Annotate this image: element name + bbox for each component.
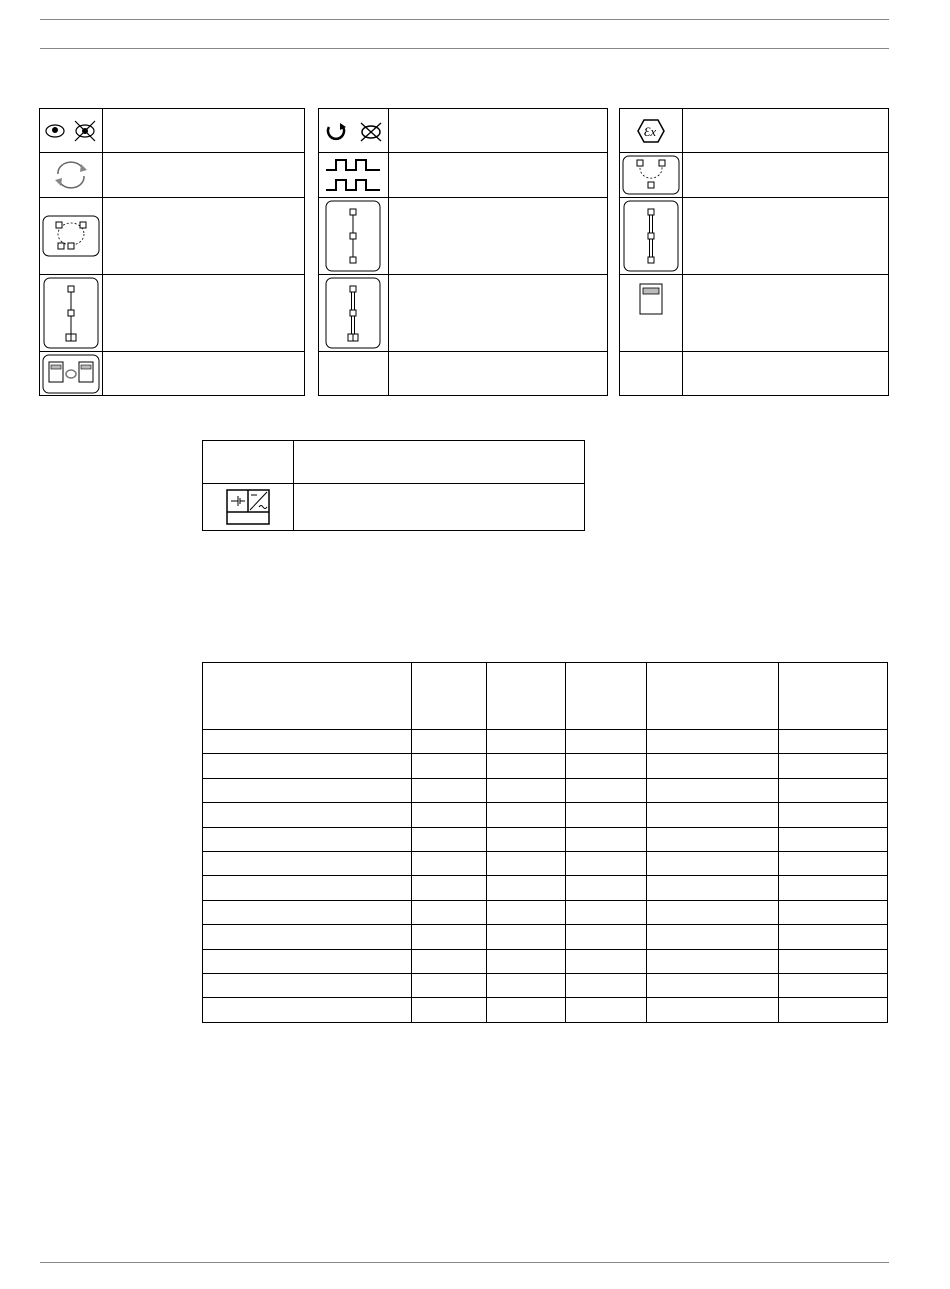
icon-label xyxy=(102,352,304,396)
table-cell xyxy=(203,754,412,778)
column-gap xyxy=(608,153,620,198)
table-row xyxy=(203,973,888,997)
table-cell xyxy=(566,925,647,949)
table-cell xyxy=(486,754,566,778)
line-network-end-terminal-icon xyxy=(40,275,103,352)
table-cell xyxy=(203,973,412,997)
table-cell xyxy=(203,998,412,1022)
icon-label xyxy=(102,275,304,352)
column-gap xyxy=(608,275,620,352)
rotation-and-crossed-rotation-icon xyxy=(318,109,388,153)
column-header xyxy=(203,663,412,730)
cycle-arrows-icon xyxy=(40,153,103,198)
footer-rule xyxy=(40,1262,889,1263)
table-cell xyxy=(486,900,566,924)
table-cell xyxy=(486,876,566,900)
icon-label xyxy=(102,198,304,275)
empty-icon-cell xyxy=(620,352,683,396)
ring-network-three-nodes-icon xyxy=(620,153,683,198)
spec-table-header xyxy=(203,663,888,730)
spec-table xyxy=(202,662,888,1023)
table-cell xyxy=(566,998,647,1022)
table-cell xyxy=(779,827,888,851)
ring-network-four-nodes-icon xyxy=(40,198,103,275)
table-cell xyxy=(411,925,486,949)
table-cell xyxy=(411,876,486,900)
power-label xyxy=(293,484,584,531)
column-header xyxy=(411,663,486,730)
table-cell xyxy=(779,949,888,973)
line-network-double-wire-terminal-icon xyxy=(318,275,388,352)
table-cell xyxy=(566,876,647,900)
table-cell xyxy=(203,949,412,973)
table-cell xyxy=(779,778,888,802)
icon-legend-table xyxy=(39,108,889,396)
table-cell xyxy=(486,803,566,827)
table-cell xyxy=(203,876,412,900)
table-row xyxy=(203,778,888,802)
table-row xyxy=(203,900,888,924)
table-cell xyxy=(566,803,647,827)
icon-label xyxy=(102,109,304,153)
table-cell xyxy=(779,876,888,900)
table-cell xyxy=(647,803,779,827)
table-cell xyxy=(411,973,486,997)
table-cell xyxy=(566,778,647,802)
icon-label xyxy=(388,198,608,275)
column-gap xyxy=(304,352,318,396)
header-rule-bottom xyxy=(40,48,889,49)
column-header xyxy=(566,663,647,730)
column-gap xyxy=(608,198,620,275)
table-cell xyxy=(647,730,779,754)
table-cell xyxy=(779,803,888,827)
table-cell xyxy=(486,973,566,997)
table-cell xyxy=(566,900,647,924)
table-cell xyxy=(486,730,566,754)
icon-label xyxy=(683,352,889,396)
table-row xyxy=(203,876,888,900)
table-cell xyxy=(647,778,779,802)
line-network-three-nodes-icon xyxy=(318,198,388,275)
icon-label xyxy=(388,109,608,153)
table-cell xyxy=(647,925,779,949)
table-cell xyxy=(203,925,412,949)
icon-label xyxy=(683,109,889,153)
icon-label xyxy=(683,153,889,198)
column-gap xyxy=(608,109,620,153)
device-exchange-icon xyxy=(40,352,103,396)
table-cell xyxy=(411,754,486,778)
table-cell xyxy=(779,730,888,754)
table-cell xyxy=(203,851,412,875)
standalone-device-icon xyxy=(620,275,683,352)
icon-label xyxy=(102,153,304,198)
column-header xyxy=(486,663,566,730)
table-cell xyxy=(411,998,486,1022)
table-cell xyxy=(411,827,486,851)
dc-ac-power-supply-icon xyxy=(203,484,294,531)
spec-table-body xyxy=(203,730,888,1023)
column-header xyxy=(779,663,888,730)
icon-label xyxy=(388,352,608,396)
table-cell xyxy=(779,900,888,924)
table-cell xyxy=(203,900,412,924)
table-cell xyxy=(647,900,779,924)
icon-label xyxy=(388,275,608,352)
table-cell xyxy=(566,949,647,973)
icon-label xyxy=(683,198,889,275)
table-row xyxy=(203,827,888,851)
table-cell xyxy=(411,730,486,754)
table-cell xyxy=(486,778,566,802)
power-header-cell xyxy=(203,441,294,484)
column-gap xyxy=(304,198,318,275)
column-gap xyxy=(608,352,620,396)
table-cell xyxy=(203,803,412,827)
table-cell xyxy=(779,998,888,1022)
pulse-signal-icon xyxy=(318,153,388,198)
table-cell xyxy=(486,949,566,973)
table-cell xyxy=(566,973,647,997)
table-row xyxy=(203,949,888,973)
table-cell xyxy=(486,827,566,851)
power-header-label xyxy=(293,441,584,484)
table-row xyxy=(203,998,888,1022)
table-row xyxy=(203,925,888,949)
table-cell xyxy=(647,851,779,875)
power-supply-table xyxy=(202,440,585,531)
table-cell xyxy=(411,900,486,924)
table-cell xyxy=(486,925,566,949)
table-cell xyxy=(779,851,888,875)
table-cell xyxy=(566,851,647,875)
table-row xyxy=(203,851,888,875)
svg-text:Ɛx: Ɛx xyxy=(644,123,657,139)
table-cell xyxy=(779,754,888,778)
table-row xyxy=(203,730,888,754)
line-network-double-wire-icon xyxy=(620,198,683,275)
header-rule-top xyxy=(40,19,889,20)
table-cell xyxy=(486,998,566,1022)
table-cell xyxy=(647,876,779,900)
table-row xyxy=(203,803,888,827)
table-cell xyxy=(779,925,888,949)
table-cell xyxy=(411,803,486,827)
table-cell xyxy=(203,827,412,851)
empty-icon-cell xyxy=(318,352,388,396)
ex-explosion-proof-icon xyxy=(620,109,683,153)
table-cell xyxy=(411,949,486,973)
column-header xyxy=(647,663,779,730)
table-cell xyxy=(566,730,647,754)
table-cell xyxy=(203,778,412,802)
eye-and-crossed-eye-icon xyxy=(40,109,103,153)
icon-label xyxy=(388,153,608,198)
table-cell xyxy=(647,973,779,997)
column-gap xyxy=(304,275,318,352)
table-cell xyxy=(779,973,888,997)
table-cell xyxy=(647,949,779,973)
table-cell xyxy=(411,778,486,802)
table-row xyxy=(203,754,888,778)
table-cell xyxy=(647,827,779,851)
table-cell xyxy=(647,998,779,1022)
table-cell xyxy=(566,754,647,778)
icon-label xyxy=(683,275,889,352)
column-gap xyxy=(304,109,318,153)
column-gap xyxy=(304,153,318,198)
table-cell xyxy=(566,827,647,851)
table-cell xyxy=(203,730,412,754)
table-cell xyxy=(486,851,566,875)
table-cell xyxy=(411,851,486,875)
table-cell xyxy=(647,754,779,778)
